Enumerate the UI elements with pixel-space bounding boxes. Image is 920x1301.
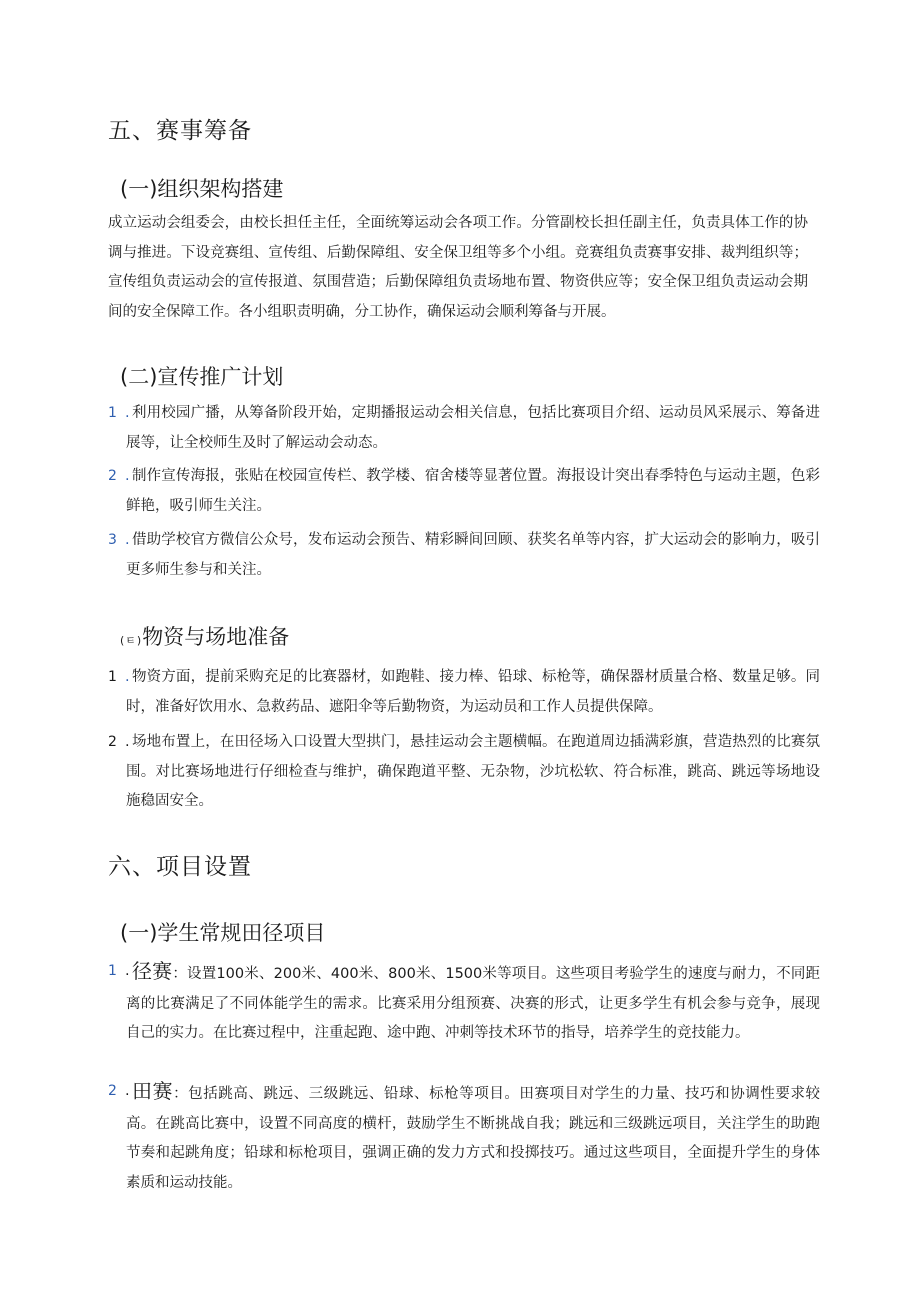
list-dot: . [125, 468, 130, 484]
list-item [108, 957, 820, 1049]
list-item [108, 462, 820, 521]
list-number: 1 [108, 669, 117, 685]
list-number: 3 [108, 532, 117, 548]
list-dot: . [125, 963, 130, 979]
list-item-text: 物资方面，提前采购充足的比赛器材，如跑鞋、接力棒、铅球、标枪等，确保器材质量合格、数量足够。同时，准备好饮用水、急救药品、遮阳伞等后勤物资，为运动员和工作人员提供保障。 [126, 669, 820, 715]
section-heading-6: 六、项目设置 [108, 854, 252, 880]
list-item-rest: ：设置100米、200米、400米、800米、1500米等项目。这些项目考验学生的速度与耐力，不同距离的比赛满足了不同体能学生的需求。比赛采用分组预赛、决赛的形式，让更多学生有机会参与竞争，展现自己的实力。在比赛过程中，注重起跑、途中跑、冲刺等技术环节的指导，培养学生的竞技能力。 [126, 966, 820, 1041]
list-number: 2 [108, 1083, 117, 1099]
list-dot: . [125, 734, 130, 750]
list-item [108, 663, 820, 722]
list-item-text: 场地布置上，在田径场入口设置大型拱门，悬挂运动会主题横幅。在跑道周边插满彩旗，营造热烈的比赛氛围。对比赛场地进行仔细检查与维护，确保跑道平整、无杂物，沙坑松软、符合标准，跳高、跳远等场地设施稳固安全。 [126, 734, 820, 809]
list-item-rest: ：包括跳高、跳远、三级跳远、铅球、标枪等项目。田赛项目对学生的力量、技巧和协调性要求较高。在跳高比赛中，设置不同高度的横杆，鼓励学生不断挑战自我；跳远和三级跳远项目，关注学生的助跑节奏和起跳角度；铅球和标枪项目，强调正确的发力方式和投掷技巧。通过这些项目，全面提升学生的身体素质和运动技能。 [126, 1086, 821, 1191]
list-item-text: 借助学校官方微信公众号，发布运动会预告、精彩瞬间回顾、获奖名单等内容，扩大运动会的影响力，吸引更多师生参与和关注。 [126, 532, 820, 578]
list-item-lead: 田赛 [132, 1079, 174, 1103]
list-item-lead: 径赛 [132, 959, 173, 983]
list-dot: . [125, 405, 130, 421]
subsection-heading-track-field: (一)学生常规田径项目 [120, 921, 326, 945]
list-item-text: 利用校园广播，从筹备阶段开始，定期播报运动会相关信息，包括比赛项目介绍、运动员风采展示、筹备进展等，让全校师生及时了解运动会动态。 [126, 405, 820, 451]
list-item-text: 制作宣传海报，张贴在校园宣传栏、教学楼、宿舍楼等显著位置。海报设计突出春季特色与运动主题，色彩鲜艳，吸引师生关注。 [126, 468, 820, 514]
list-item-text [108, 1077, 820, 1198]
section-heading-5: 五、赛事筹备 [108, 118, 252, 144]
subsection-heading-materials [120, 621, 289, 651]
list-item [108, 526, 820, 585]
list-item-text [108, 957, 820, 1049]
list-item [108, 728, 820, 817]
list-number: 2 [108, 468, 117, 484]
subsection-heading-promotion: (二)宣传推广计划 [120, 365, 284, 389]
list-dot: . [125, 532, 130, 548]
subsection-number: (ㅌ) [120, 634, 143, 647]
list-dot: . [125, 669, 130, 685]
subsection-title: 物资与场地准备 [142, 625, 290, 649]
list-number: 2 [108, 734, 117, 750]
list-item [108, 1077, 820, 1198]
paragraph-organization: 成立运动会组委会，由校长担任主任，全面统筹运动会各项工作。分管副校长担任副主任，负责具体工作的协调与推进。下设竞赛组、宣传组、后勤保障组、安全保卫组等多个小组。竞赛组负责赛事安排、裁判组织等；宣传组负责运动会的宣传报道、氛围营造；后勤保障组负责场地布置、物资供应等；安全保卫组负责运动会期间的安全保障工作。各小组职责明确，分工协作，确保运动会顺利筹备与开展。 [108, 215, 808, 320]
list-item [108, 399, 820, 458]
list-number: 1 [108, 405, 117, 421]
list-number: 1 [108, 963, 117, 979]
list-dot: . [125, 1083, 130, 1099]
subsection-heading-organization: (一)组织架构搭建 [120, 177, 284, 201]
